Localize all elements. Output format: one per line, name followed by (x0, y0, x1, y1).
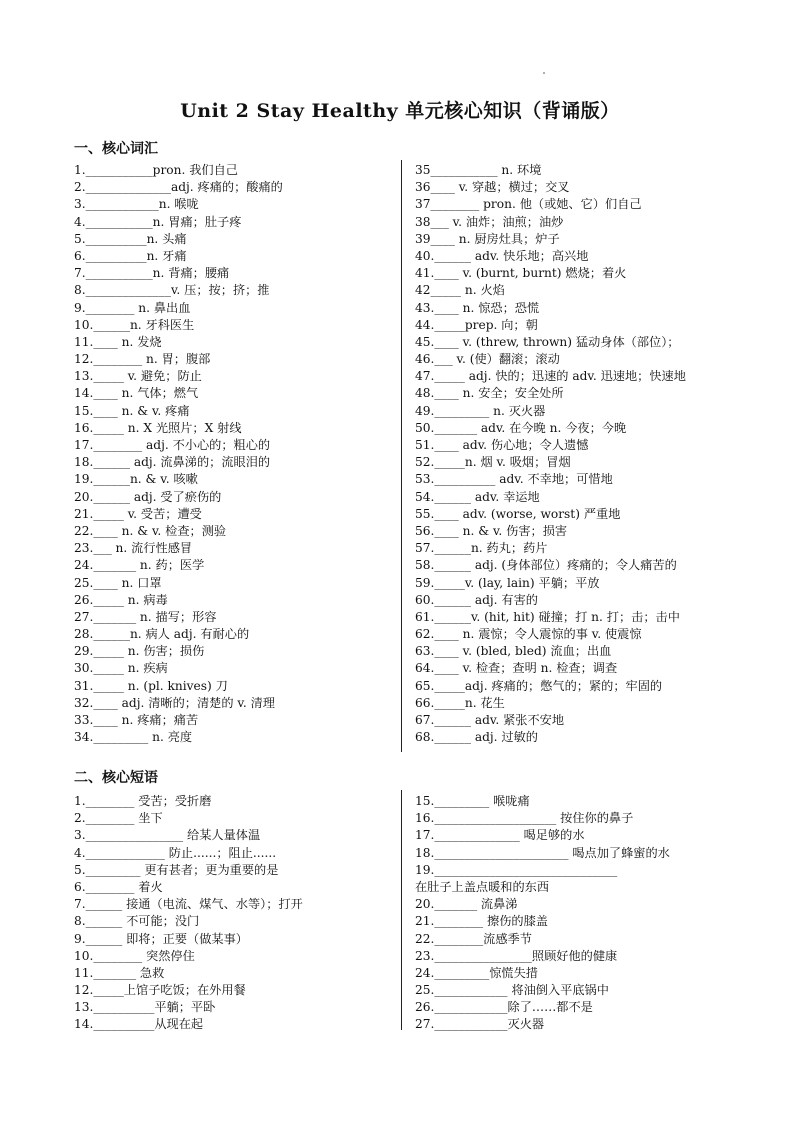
vocab-item: 35___________ n. 环境 (415, 163, 542, 177)
vocab-item: 20.______ adj. 受了瘀伤的 (74, 489, 222, 504)
vocab-item: 39____ n. 厨房灶具；炉子 (415, 231, 560, 246)
phrase-item: 26.____________除了……都不是 (415, 1000, 593, 1015)
vocab-item: 8.______________v. 压；按；挤；推 (74, 283, 270, 298)
vocab-item: 65._____adj. 疼痛的；憋气的；紧的；牢固的 (415, 678, 663, 693)
vocab-list-left (74, 162, 394, 746)
vocab-item: 64.____ v. 检查；查明 n. 检查；调查 (415, 661, 618, 676)
vocab-item: 61.______v. (hit, hit) 碰撞；打 n. 打；击；击中 (415, 609, 680, 624)
vocab-item: 2.______________adj. 疼痛的；酸痛的 (74, 180, 283, 195)
vocab-item: 3.____________n. 喉咙 (74, 197, 199, 212)
phrase-item: 25.____________ 将油倒入平底锅中 (415, 983, 609, 998)
phrase-item: 13.__________平躺；平卧 (74, 1000, 216, 1015)
phrase-item: 9.______ 即将；正要（做某事） (74, 931, 248, 946)
phrase-item: 3.________________ 给某人量体温 (74, 828, 261, 843)
vocab-item: 51.____ adv. 伤心地；令人遗憾 (415, 438, 589, 452)
vocab-item: 38___ v. 油炸；油煎；油炒 (415, 214, 564, 229)
vocab-item: 4.___________n. 胃痛；肚子疼 (74, 214, 242, 229)
vocab-item: 45.____ v. (threw, thrown) 猛动身体（部位）； (415, 334, 680, 349)
vocab-list-right (415, 162, 735, 746)
vocab-item: 54.______ adv. 幸运地 (415, 489, 540, 504)
phrase-item: 10.________ 突然停住 (74, 948, 195, 963)
vocab-item: 5.__________n. 头痛 (74, 231, 187, 246)
phrase-item: 24._________惊慌失措 (415, 965, 538, 980)
phrase-item: 14.__________从现在起 (74, 1017, 204, 1032)
phrase-list-left (74, 793, 394, 1034)
section-heading-phrases: 二、核心短语 (74, 770, 158, 786)
page-title: Unit 2 Stay Healthy 单元核心知识（背诵版） (180, 100, 620, 122)
phrase-item: 1.________ 受苦；受折磨 (74, 794, 212, 808)
vocab-item: 50._______ adv. 在今晚 n. 今夜；今晚 (415, 420, 627, 435)
phrase-item: 2.________ 坐下 (74, 811, 163, 826)
vocab-item: 15.____ n. & v. 疼痛 (74, 403, 190, 418)
vocab-item: 58.______ adj. (身体部位）疼痛的；令人痛苦的 (415, 558, 677, 573)
vocab-item: 47._____ adj. 快的；迅速的 adv. 迅速地；快速地 (415, 369, 686, 384)
vocab-item: 28.______n. 病人 adj. 有耐心的 (74, 627, 250, 642)
phrase-item: 20._______ 流鼻涕 (415, 897, 518, 912)
vocab-item: 1.___________pron. 我们自己 (74, 163, 238, 177)
column-divider (401, 160, 402, 752)
phrase-item: 7.______ 接通（电流、煤气、水等）；打开 (74, 897, 303, 912)
vocab-item: 12.________ n. 胃；腹部 (74, 352, 211, 367)
vocab-item: 37________ pron. 他（或她、它）们自己 (415, 197, 642, 212)
vocab-item: 68.______ adj. 过敏的 (415, 730, 538, 745)
vocab-item: 6.__________n. 牙痛 (74, 248, 187, 263)
vocab-item: 26._____ n. 病毒 (74, 592, 168, 607)
phrase-list-right (415, 793, 735, 1034)
vocab-item: 52._____n. 烟 v. 吸烟；冒烟 (415, 455, 571, 470)
vocab-item: 11.____ n. 发烧 (74, 334, 162, 349)
vocab-item: 63.____ v. (bled, bled) 流血；出血 (415, 644, 612, 659)
phrase-item: 4._____________ 防止......；阻止...... (74, 845, 277, 860)
vocab-item: 30._____ n. 疾病 (74, 661, 168, 676)
vocab-item: 44._____prep. 向；朝 (415, 317, 538, 332)
phrase-item: 21.________ 擦伤的膝盖 (415, 914, 548, 929)
vocab-item: 24._______ n. 药；医学 (74, 558, 205, 573)
phrase-item: 16.____________________ 按住你的鼻子 (415, 811, 634, 826)
vocab-item: 22.____ n. & v. 检查；测验 (74, 523, 227, 538)
vocab-item: 9.________ n. 鼻出血 (74, 300, 191, 315)
vocab-item: 10.______n. 牙科医生 (74, 317, 195, 332)
vocab-item: 41.____ v. (burnt, burnt) 燃烧；着火 (415, 266, 627, 281)
phrase-item: 19.______________________________ (415, 862, 618, 877)
phrase-item: 27.____________灭火器 (415, 1017, 545, 1032)
vocab-item: 36____ v. 穿越；横过；交叉 (415, 180, 570, 195)
vocab-item: 29._____ n. 伤害；损伤 (74, 644, 205, 659)
vocab-item: 59._____v. (lay, lain) 平躺；平放 (415, 575, 600, 590)
vocab-item: 32.____ adj. 清晰的；清楚的 v. 清理 (74, 695, 275, 710)
phrase-item: 12._____上馆子吃饭；在外用餐 (74, 983, 246, 998)
vocab-item: 27._______ n. 描写；形容 (74, 609, 217, 624)
vocab-item: 18.______ adj. 流鼻涕的；流眼泪的 (74, 455, 271, 470)
phrase-item: 6.________ 着火 (74, 879, 163, 894)
vocab-item: 48.____ n. 安全；安全处所 (415, 386, 564, 401)
column-divider (401, 790, 402, 1030)
phrase-item: 17.______________ 喝足够的水 (415, 828, 585, 843)
vocab-item: 23.___ n. 流行性感冒 (74, 541, 193, 556)
vocab-item: 7.___________n. 背痛；腰痛 (74, 266, 230, 281)
vocab-item: 16._____ n. X 光照片；X 射线 (74, 420, 242, 435)
vocab-item: 17.________ adj. 不小心的；粗心的 (74, 438, 271, 452)
vocab-item: 46.___ v. (使）翻滚；滚动 (415, 352, 560, 367)
vocab-item: 67.______ adv. 紧张不安地 (415, 713, 565, 727)
phrase-item: 在肚子上盖点暖和的东西 (415, 879, 550, 894)
vocab-item: 14.____ n. 气体；燃气 (74, 386, 199, 401)
vocab-item: 33.____ n. 疼痛；痛苦 (74, 713, 199, 727)
vocab-item: 53.__________ adv. 不幸地；可惜地 (415, 472, 613, 487)
vocab-item: 43.____ n. 惊恐；恐慌 (415, 300, 540, 315)
phrase-item: 22.________流感季节 (415, 931, 532, 946)
vocab-item: 34._________ n. 亮度 (74, 730, 193, 745)
vocab-item: 66._____n. 花生 (415, 695, 505, 710)
vocab-item: 13._____ v. 避免；防止 (74, 369, 202, 384)
vocab-item: 42_____ n. 火焰 (415, 283, 505, 298)
scan-dot (543, 72, 545, 74)
vocab-item: 25.____ n. 口罩 (74, 575, 162, 590)
vocab-item: 55.____ adv. (worse, worst) 严重地 (415, 506, 621, 521)
vocab-item: 31._____ n. (pl. knives) 刀 (74, 678, 228, 693)
phrase-item: 8.______ 不可能；没门 (74, 914, 200, 929)
phrase-item: 18.______________________ 喝点加了蜂蜜的水 (415, 845, 670, 860)
vocab-item: 21._____ v. 受苦；遭受 (74, 506, 202, 521)
vocab-item: 56.____ n. & v. 伤害；损害 (415, 523, 568, 538)
vocab-item: 57.______n. 药丸；药片 (415, 541, 548, 556)
vocab-item: 19.______n. & v. 咳嗽 (74, 472, 198, 487)
phrase-item: 15._________ 喉咙痛 (415, 794, 530, 808)
vocab-item: 40.______ adv. 快乐地；高兴地 (415, 248, 589, 263)
vocab-item: 60.______ adj. 有害的 (415, 592, 538, 607)
phrase-item: 23.________________照顾好他的健康 (415, 948, 618, 963)
section-heading-vocabulary: 一、核心词汇 (74, 141, 158, 157)
phrase-item: 11._______ 急救 (74, 965, 165, 980)
phrase-item: 5._________ 更有甚者；更为重要的是 (74, 862, 279, 877)
vocab-item: 49._________ n. 灭火器 (415, 403, 546, 418)
vocab-item: 62.____ n. 震惊；令人震惊的事 v. 使震惊 (415, 627, 642, 642)
